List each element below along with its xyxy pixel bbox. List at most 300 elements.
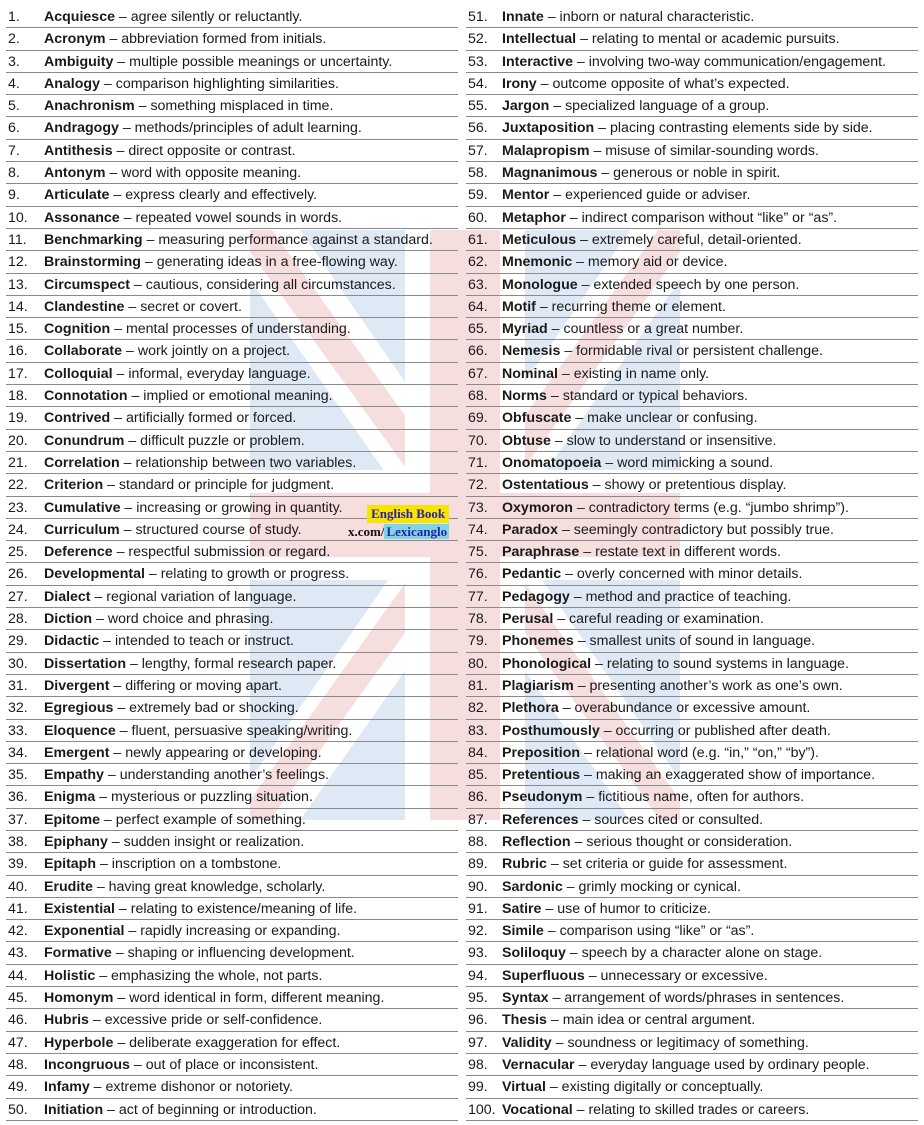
item-number: 33. (8, 722, 28, 739)
item-definition: – misuse of similar-sounding words. (589, 142, 819, 159)
list-item (6, 340, 458, 362)
item-term: Antonym (44, 165, 106, 182)
list-item (466, 742, 918, 764)
item-definition: – arrangement of words/phrases in sentences. (548, 990, 845, 1007)
item-number: 57. (468, 142, 488, 159)
item-number: 52. (468, 31, 488, 48)
item-term: Criterion (44, 477, 104, 494)
item-term: Contrived (44, 410, 111, 427)
list-item (6, 809, 458, 831)
item-definition: – repeated vowel sounds in words. (119, 209, 343, 226)
item-term: Obtuse (502, 432, 551, 449)
item-definition: – excessive pride or self-confidence. (88, 1012, 323, 1029)
item-definition: – involving two-way communication/engagement. (572, 53, 887, 70)
list-item (466, 541, 918, 563)
list-item (6, 385, 458, 407)
item-definition: – seemingly contradictory but possibly true. (558, 521, 834, 538)
item-term: Perusal (502, 611, 554, 628)
item-definition: – secret or covert. (124, 298, 242, 315)
item-term: Andragogy (44, 120, 119, 137)
item-term: Hubris (44, 1012, 89, 1029)
item-term: Mentor (502, 187, 550, 204)
item-definition: – mental processes of understanding. (110, 321, 351, 338)
list-item (6, 474, 458, 496)
item-number: 10. (8, 209, 28, 226)
item-definition: – deliberate exaggeration for effect. (113, 1034, 341, 1051)
item-term: Epitome (44, 811, 100, 828)
list-item (6, 6, 458, 28)
item-number: 56. (468, 120, 488, 137)
list-item (466, 1054, 918, 1076)
item-definition: – word choice and phrasing. (92, 611, 274, 628)
item-term: Ambiguity (44, 53, 114, 70)
list-item (466, 274, 918, 296)
item-term: Dialect (44, 588, 91, 605)
list-item (6, 73, 458, 95)
item-term: Antithesis (44, 142, 113, 159)
item-number: 76. (468, 566, 488, 583)
item-term: Phonemes (502, 633, 574, 650)
item-number: 13. (8, 276, 28, 293)
item-number: 69. (468, 410, 488, 427)
watermark (348, 505, 449, 541)
item-number: 29. (8, 633, 28, 650)
item-definition: – word mimicking a sound. (601, 454, 774, 471)
item-term: Curriculum (44, 521, 120, 538)
item-number: 53. (468, 53, 488, 70)
item-definition: – rapidly increasing or expanding. (124, 923, 341, 940)
list-item (6, 853, 458, 875)
item-number: 36. (8, 789, 28, 806)
item-number: 80. (468, 655, 488, 672)
item-definition: – agree silently or reluctantly. (114, 9, 303, 25)
list-item (466, 73, 918, 95)
item-number: 63. (468, 276, 488, 293)
item-definition: – soundness or legitimacy of something. (551, 1034, 809, 1051)
item-definition: – extended speech by one person. (577, 276, 800, 293)
item-definition: – respectful submission or regard. (112, 544, 331, 561)
item-number: 26. (8, 566, 28, 583)
list-item (6, 363, 458, 385)
item-term: Colloquial (44, 365, 113, 382)
item-number: 73. (468, 499, 488, 516)
item-number: 96. (468, 1012, 488, 1029)
item-definition: – existing digitally or conceptually. (545, 1079, 764, 1096)
item-number: 85. (468, 767, 488, 784)
list-item (6, 1099, 458, 1121)
item-definition: – occurring or published after death. (599, 722, 831, 739)
item-number: 59. (468, 187, 488, 204)
item-number: 30. (8, 655, 28, 672)
item-definition: – act of beginning or introduction. (103, 1101, 317, 1118)
list-item (466, 987, 918, 1009)
item-definition: – slow to understand or insensitive. (550, 432, 777, 449)
list-item (466, 474, 918, 496)
list-item (466, 675, 918, 697)
item-definition: – relationship between two variables. (119, 454, 357, 471)
item-term: Existential (44, 900, 115, 917)
item-term: Oxymoron (502, 499, 573, 516)
list-item (466, 920, 918, 942)
item-definition: – differing or moving apart. (109, 677, 282, 694)
item-definition: – serious thought or consideration. (570, 833, 793, 850)
item-term: Pedagogy (502, 588, 570, 605)
item-term: Thesis (502, 1012, 547, 1029)
item-definition: – express clearly and effectively. (109, 187, 318, 204)
list-item (6, 207, 458, 229)
list-item (466, 1009, 918, 1031)
list-item (466, 385, 918, 407)
list-item (466, 608, 918, 630)
list-item (466, 630, 918, 652)
item-number: 94. (468, 967, 488, 984)
item-number: 58. (468, 165, 488, 182)
list-item (6, 274, 458, 296)
item-number: 48. (8, 1056, 28, 1073)
item-definition: – work jointly on a project. (122, 343, 291, 360)
list-item (466, 251, 918, 273)
item-number: 23. (8, 499, 28, 516)
item-term: Irony (502, 75, 537, 92)
item-term: Malapropism (502, 142, 590, 159)
item-number: 93. (468, 945, 488, 962)
list-item (6, 563, 458, 585)
item-number: 88. (468, 833, 488, 850)
item-definition: – set criteria or guide for assessment. (546, 856, 788, 873)
item-definition: – extremely careful, detail-oriented. (576, 231, 802, 248)
list-item (6, 608, 458, 630)
item-term: Magnanimous (502, 165, 598, 182)
list-item (466, 831, 918, 853)
item-definition: – outcome opposite of what’s expected. (536, 75, 790, 92)
list-item (466, 452, 918, 474)
item-number: 77. (468, 588, 488, 605)
item-number: 81. (468, 677, 488, 694)
item-number: 98. (468, 1056, 488, 1073)
item-number: 17. (8, 365, 28, 382)
item-number: 18. (8, 388, 28, 405)
item-term: Metaphor (502, 209, 566, 226)
item-number: 78. (468, 611, 488, 628)
item-number: 34. (8, 744, 28, 761)
item-definition: – difficult puzzle or problem. (124, 432, 305, 449)
list-item (6, 898, 458, 920)
item-number: 24. (8, 521, 28, 538)
item-definition: – main idea or central argument. (546, 1012, 756, 1029)
item-number: 31. (8, 677, 28, 694)
item-term: Paradox (502, 521, 558, 538)
item-definition: – placing contrasting elements side by side. (594, 120, 873, 137)
item-number: 51. (468, 9, 488, 25)
list-item (466, 853, 918, 875)
item-definition: – methods/principles of adult learning. (118, 120, 362, 137)
item-number: 82. (468, 700, 488, 717)
item-number: 8. (8, 165, 20, 182)
item-definition: – unnecessary or excessive. (584, 967, 768, 984)
item-definition: – structured course of study. (119, 521, 302, 538)
watermark-prefix: x.com/ (348, 524, 385, 539)
list-item (466, 586, 918, 608)
list-item (466, 720, 918, 742)
item-term: Pretentious (502, 767, 581, 784)
item-definition: – contradictory terms (e.g. “jumbo shrimp”). (572, 499, 849, 516)
item-definition: – out of place or inconsistent. (129, 1056, 319, 1073)
list-item (466, 6, 918, 28)
item-definition: – inborn or natural characteristic. (543, 9, 755, 25)
item-term: Monologue (502, 276, 578, 293)
item-number: 15. (8, 321, 28, 338)
list-item (6, 675, 458, 697)
list-item (466, 51, 918, 73)
item-term: Holistic (44, 967, 96, 984)
item-term: Ostentatious (502, 477, 589, 494)
list-item (466, 229, 918, 251)
item-term: Acronym (44, 31, 106, 48)
item-term: Phonological (502, 655, 592, 672)
list-item (466, 363, 918, 385)
list-item (6, 786, 458, 808)
item-number: 64. (468, 298, 488, 315)
list-item (6, 1054, 458, 1076)
item-term: Clandestine (44, 298, 125, 315)
item-term: Articulate (44, 187, 110, 204)
list-item (466, 697, 918, 719)
item-term: Formative (44, 945, 112, 962)
item-definition: – standard or principle for judgment. (103, 477, 335, 494)
item-term: Interactive (502, 53, 573, 70)
item-definition: – mysterious or puzzling situation. (95, 789, 313, 806)
item-definition: – speech by a character alone on stage. (565, 945, 823, 962)
item-term: Onomatopoeia (502, 454, 602, 471)
list-item (6, 541, 458, 563)
list-item (466, 140, 918, 162)
list-item (466, 1099, 918, 1121)
list-item (6, 987, 458, 1009)
item-term: Connotation (44, 388, 128, 405)
list-item (6, 1032, 458, 1054)
list-item (6, 697, 458, 719)
item-term: Paraphrase (502, 544, 580, 561)
item-term: Egregious (44, 700, 114, 717)
item-term: Enigma (44, 789, 96, 806)
item-number: 49. (8, 1079, 28, 1096)
item-number: 91. (468, 900, 488, 917)
item-definition: – presenting another’s work as one’s own. (573, 677, 843, 694)
item-definition: – specialized language of a group. (549, 98, 770, 115)
vocabulary-list-left (6, 6, 458, 1121)
item-term: Syntax (502, 990, 549, 1007)
item-number: 71. (468, 454, 488, 471)
item-definition: – cautious, considering all circumstances. (129, 276, 396, 293)
item-definition: – memory aid or device. (572, 254, 728, 271)
list-item (466, 653, 918, 675)
item-number: 39. (8, 856, 28, 873)
item-term: Simile (502, 923, 544, 940)
list-item (466, 184, 918, 206)
item-number: 68. (468, 388, 488, 405)
list-item (466, 1032, 918, 1054)
list-item (6, 117, 458, 139)
item-definition: – sudden insight or realization. (107, 833, 305, 850)
item-number: 95. (468, 990, 488, 1007)
list-item (6, 251, 458, 273)
list-item (466, 340, 918, 362)
item-number: 27. (8, 588, 28, 605)
item-term: Collaborate (44, 343, 123, 360)
item-term: Reflection (502, 833, 571, 850)
item-definition: – formidable rival or persistent challenge. (560, 343, 823, 360)
item-term: Plagiarism (502, 677, 574, 694)
item-definition: – smallest units of sound in language. (573, 633, 816, 650)
list-item (466, 162, 918, 184)
item-term: Nominal (502, 365, 558, 382)
item-definition: – showy or pretentious display. (588, 477, 787, 494)
list-item (466, 296, 918, 318)
item-term: Jargon (502, 98, 550, 115)
item-definition: – relating to existence/meaning of life. (114, 900, 358, 917)
item-definition: – countless or a great number. (547, 321, 744, 338)
list-item (466, 898, 918, 920)
item-number: 79. (468, 633, 488, 650)
list-item (6, 140, 458, 162)
item-term: Conundrum (44, 432, 125, 449)
list-item (6, 920, 458, 942)
item-definition: – making an exaggerated show of importance. (580, 767, 876, 784)
item-definition: – restate text in different words. (579, 544, 781, 561)
item-definition: – relating to mental or academic pursuits. (576, 31, 840, 48)
list-item (466, 809, 918, 831)
item-definition: – word with opposite meaning. (105, 165, 302, 182)
item-term: Deference (44, 544, 113, 561)
item-term: Cumulative (44, 499, 121, 516)
list-item (6, 942, 458, 964)
item-term: Pedantic (502, 566, 562, 583)
item-term: Emergent (44, 744, 110, 761)
list-item (6, 720, 458, 742)
item-term: Motif (502, 298, 536, 315)
list-item (466, 117, 918, 139)
watermark-handle: Lexicanglo (386, 524, 448, 539)
item-number: 2. (8, 31, 20, 48)
item-term: Eloquence (44, 722, 116, 739)
list-item (6, 318, 458, 340)
item-number: 14. (8, 298, 28, 315)
item-number: 12. (8, 254, 28, 271)
item-term: Vocational (502, 1101, 573, 1118)
item-term: Developmental (44, 566, 145, 583)
item-definition: – understanding another’s feelings. (103, 767, 329, 784)
item-term: Circumspect (44, 276, 130, 293)
item-definition: – abbreviation formed from initials. (105, 31, 327, 48)
item-definition: – increasing or growing in quantity. (120, 499, 343, 516)
item-term: Meticulous (502, 231, 577, 248)
item-definition: – make unclear or confusing. (571, 410, 758, 427)
list-item (466, 497, 918, 519)
item-number: 22. (8, 477, 28, 494)
list-item (6, 1076, 458, 1098)
item-number: 16. (8, 343, 28, 360)
item-number: 62. (468, 254, 488, 271)
item-definition: – sources cited or consulted. (578, 811, 764, 828)
item-definition: – standard or typical behaviors. (546, 388, 749, 405)
item-number: 3. (8, 53, 20, 70)
list-item (6, 452, 458, 474)
list-item (466, 28, 918, 50)
item-term: Mnemonic (502, 254, 573, 271)
list-item (6, 229, 458, 251)
item-term: Empathy (44, 767, 104, 784)
item-number: 38. (8, 833, 28, 850)
item-number: 75. (468, 544, 488, 561)
item-term: Erudite (44, 878, 93, 895)
list-item (6, 831, 458, 853)
list-item (6, 407, 458, 429)
item-definition: – direct opposite or contrast. (112, 142, 296, 159)
item-definition: – shaping or influencing development. (111, 945, 355, 962)
item-term: Soliloquy (502, 945, 566, 962)
item-number: 90. (468, 878, 488, 895)
item-term: Intellectual (502, 31, 577, 48)
item-term: Didactic (44, 633, 100, 650)
list-item (6, 965, 458, 987)
item-number: 100. (468, 1101, 496, 1118)
item-term: Benchmarking (44, 231, 143, 248)
item-term: Analogy (44, 75, 100, 92)
list-item (6, 184, 458, 206)
list-item (6, 430, 458, 452)
item-term: Validity (502, 1034, 552, 1051)
item-number: 9. (8, 187, 20, 204)
list-item (466, 430, 918, 452)
item-number: 32. (8, 700, 28, 717)
item-definition: – generating ideas in a free-flowing way. (140, 254, 398, 271)
item-term: Diction (44, 611, 93, 628)
list-item (6, 876, 458, 898)
list-item (466, 764, 918, 786)
item-definition: – word identical in form, different meaning. (113, 990, 385, 1007)
item-number: 35. (8, 767, 28, 784)
item-definition: – fluent, persuasive speaking/writing. (115, 722, 353, 739)
list-item (466, 876, 918, 898)
item-term: Satire (502, 900, 542, 917)
list-item (6, 28, 458, 50)
item-definition: – overly concerned with minor details. (561, 566, 803, 583)
item-number: 42. (8, 923, 28, 940)
item-term: Homonym (44, 990, 114, 1007)
item-term: Sardonic (502, 878, 563, 895)
item-term: Norms (502, 388, 547, 405)
item-term: Epiphany (44, 833, 108, 850)
item-definition: – emphasizing the whole, not parts. (95, 967, 323, 984)
vocabulary-list-right (466, 6, 918, 1121)
item-number: 55. (468, 98, 488, 115)
item-definition: – relating to sound systems in language. (591, 655, 849, 672)
item-number: 54. (468, 75, 488, 92)
list-item (6, 95, 458, 117)
item-term: Virtual (502, 1079, 546, 1096)
item-term: Infamy (44, 1079, 90, 1096)
item-definition: – extreme dishonor or notoriety. (89, 1079, 293, 1096)
item-term: Juxtaposition (502, 120, 595, 137)
item-definition: – fictitious name, often for authors. (582, 789, 805, 806)
item-term: Brainstorming (44, 254, 141, 271)
list-item (466, 407, 918, 429)
item-definition: – recurring theme or element. (535, 298, 726, 315)
list-item (466, 965, 918, 987)
item-definition: – relating to growth or progress. (144, 566, 350, 583)
item-term: Pseudonym (502, 789, 583, 806)
item-term: Nemesis (502, 343, 561, 360)
